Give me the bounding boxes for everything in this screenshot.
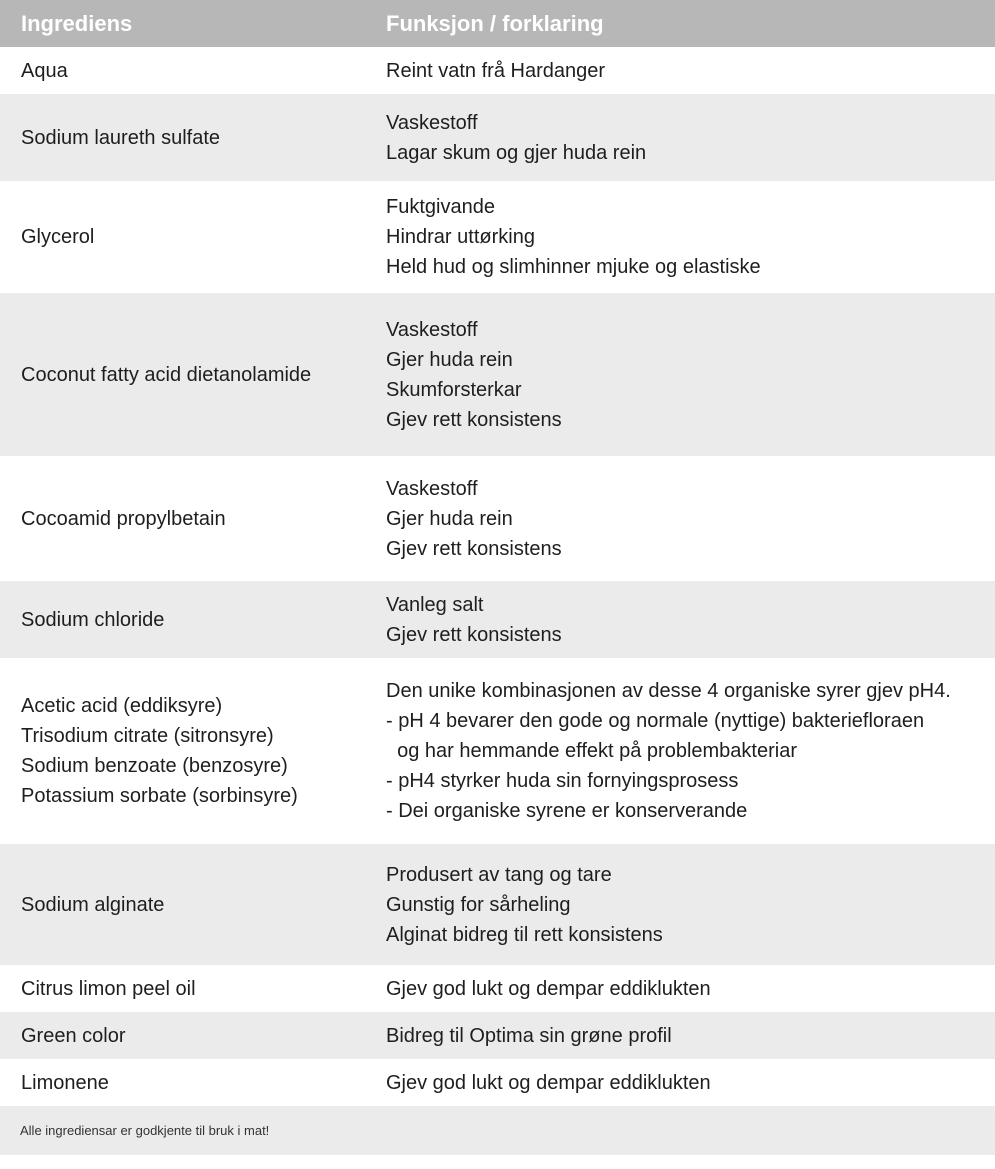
function-line: Bidreg til Optima sin grøne profil	[386, 1024, 672, 1047]
function-line: - pH4 styrker huda sin fornyingsprosess	[386, 770, 739, 792]
function-line: Vaskestoff	[386, 111, 478, 134]
ingredient-line: Sodium benzoate (benzosyre)	[21, 755, 288, 777]
function-line: Gjer huda rein	[386, 507, 513, 530]
ingredient-cell	[0, 181, 366, 293]
function-line: Vanleg salt	[386, 593, 484, 616]
ingredient-line: Glycerol	[21, 226, 95, 248]
ingredient-line: Coconut fatty acid dietanolamide	[21, 363, 312, 386]
table-row	[0, 581, 995, 658]
table-row	[0, 658, 995, 844]
function-line: Vaskestoff	[386, 477, 478, 500]
function-line: Gjev rett konsistens	[386, 408, 562, 431]
header-function: Funksjon / forklaring	[386, 10, 604, 36]
ingredient-cell	[0, 581, 366, 658]
function-cell	[366, 581, 995, 658]
function-line: Lagar skum og gjer huda rein	[386, 141, 647, 164]
ingredient-line: Green color	[21, 1024, 126, 1047]
table-row	[0, 181, 995, 293]
function-cell	[366, 47, 995, 94]
function-line: - pH 4 bevarer den gode og normale (nyttige) bakteriefloraen	[386, 710, 925, 732]
table-row	[0, 47, 995, 94]
function-line: Gjer huda rein	[386, 348, 513, 371]
table-row	[0, 456, 995, 581]
ingredient-cell	[0, 456, 366, 581]
function-cell	[366, 844, 995, 965]
footnote: Alle ingrediensar er godkjente til bruk i mat!	[0, 1106, 995, 1155]
ingredient-line: Potassium sorbate (sorbinsyre)	[21, 785, 298, 807]
table-row	[0, 293, 995, 456]
header-ingredient: Ingrediens	[21, 10, 133, 36]
function-line: Reint vatn frå Hardanger	[386, 59, 606, 82]
table-header	[0, 0, 995, 47]
ingredient-line: Sodium alginate	[21, 893, 165, 916]
function-cell	[366, 456, 995, 581]
ingredient-cell	[0, 293, 366, 456]
function-cell	[366, 965, 995, 1012]
ingredient-cell	[0, 1012, 366, 1059]
function-cell	[366, 181, 995, 293]
ingredient-line: Trisodium citrate (sitronsyre)	[21, 725, 274, 747]
function-cell	[366, 94, 995, 181]
function-line: - Dei organiske syrene er konserverande	[386, 800, 748, 822]
ingredient-line: Cocoamid propylbetain	[21, 507, 226, 530]
function-line: Gunstig for sårheling	[386, 893, 571, 916]
table-row	[0, 1059, 995, 1106]
function-line: Fuktgivande	[386, 196, 495, 218]
function-cell	[366, 658, 995, 844]
function-line: Gjev god lukt og dempar eddiklukten	[386, 977, 711, 1000]
function-line: Alginat bidreg til rett konsistens	[386, 923, 663, 946]
table-row	[0, 965, 995, 1012]
function-line: Skumforsterkar	[386, 378, 522, 401]
function-line: Hindrar uttørking	[386, 226, 535, 248]
ingredient-cell	[0, 844, 366, 965]
function-cell	[366, 293, 995, 456]
ingredient-cell	[0, 965, 366, 1012]
ingredient-line: Citrus limon peel oil	[21, 977, 196, 1000]
ingredient-cell	[0, 658, 366, 844]
ingredient-cell	[0, 47, 366, 94]
ingredient-line: Limonene	[21, 1071, 109, 1094]
table-row	[0, 1012, 995, 1059]
function-line: Vaskestoff	[386, 318, 478, 341]
function-line: og har hemmande effekt på problembakteriar	[386, 740, 797, 762]
ingredient-cell	[0, 1059, 366, 1106]
ingredient-line: Sodium laureth sulfate	[21, 126, 221, 149]
table-row	[0, 94, 995, 181]
table-row	[0, 844, 995, 965]
function-line: Gjev god lukt og dempar eddiklukten	[386, 1071, 711, 1094]
ingredient-cell	[0, 94, 366, 181]
function-cell	[366, 1059, 995, 1106]
function-line: Gjev rett konsistens	[386, 537, 562, 560]
function-line: Produsert av tang og tare	[386, 863, 612, 886]
function-line: Held hud og slimhinner mjuke og elastiske	[386, 256, 761, 278]
ingredient-line: Sodium chloride	[21, 608, 165, 631]
function-line: Gjev rett konsistens	[386, 623, 562, 646]
function-cell	[366, 1012, 995, 1059]
ingredient-line: Acetic acid (eddiksyre)	[21, 695, 223, 717]
table-body	[0, 47, 995, 1106]
ingredient-line: Aqua	[21, 59, 68, 82]
function-line: Den unike kombinasjonen av desse 4 organiske syrer gjev pH4.	[386, 680, 951, 702]
